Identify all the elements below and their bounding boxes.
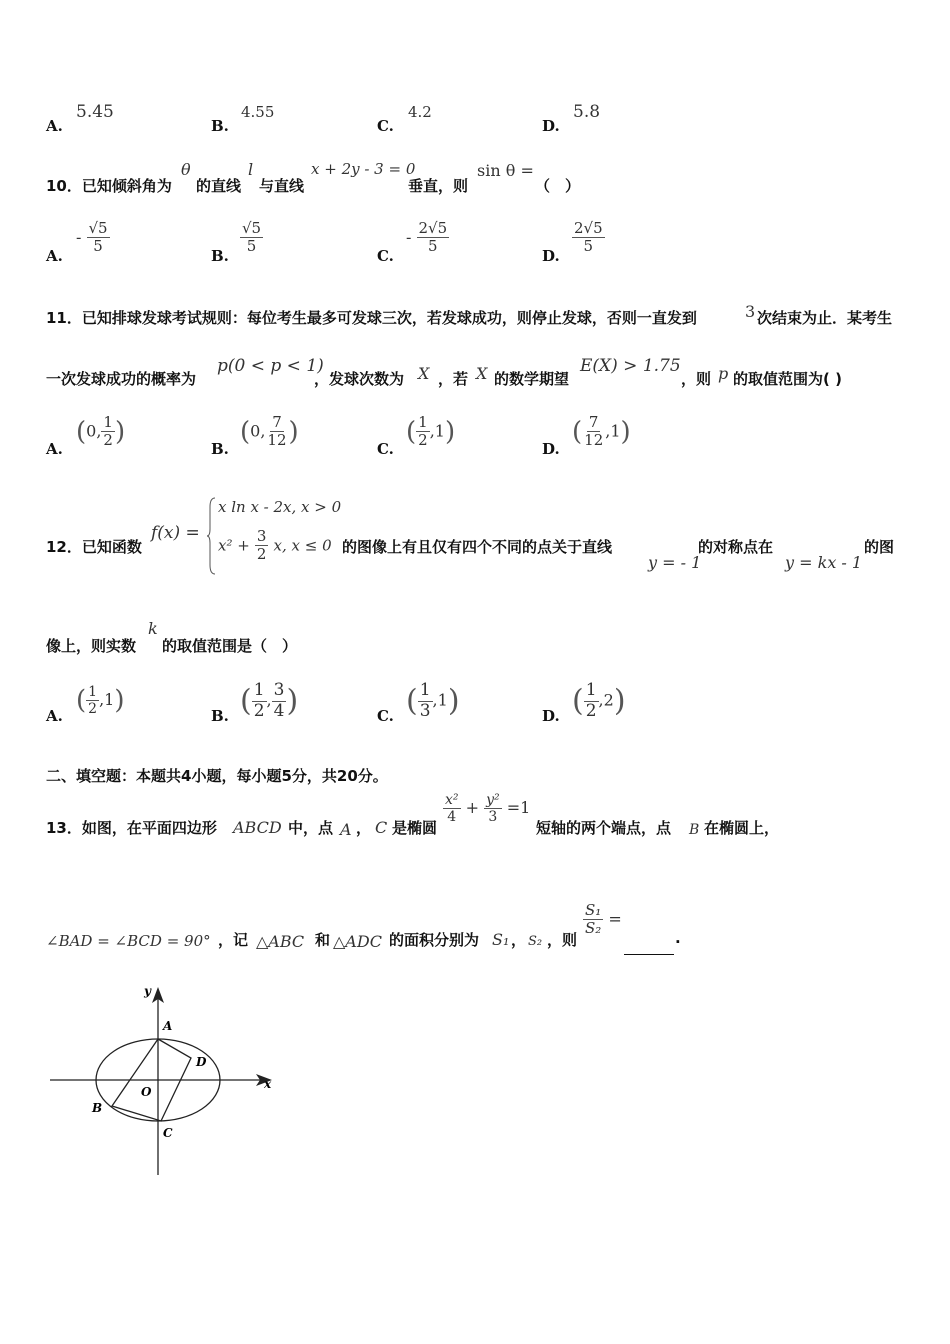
q10-sin-theta: sin θ = <box>477 161 534 180</box>
q10-line-equation: x + 2y - 3 = 0 <box>311 160 416 178</box>
q13-ratio: $\frac{\text{S₁}}{\text{S₂}}$ = <box>585 901 622 938</box>
q11-option-c-value: ( $\frac{1}{2}$ ,1) <box>406 413 456 450</box>
q10-theta: θ <box>181 160 191 179</box>
q12-option-b-label: B. <box>211 707 229 725</box>
q12-line-y-minus-1: y = - 1 <box>648 553 702 572</box>
section-fill-in-heading: 二、填空题：本题共4小题，每小题5分，共20分。 <box>46 767 388 785</box>
q10-option-b-label: B. <box>211 247 229 265</box>
q12-option-c-label: C. <box>377 707 394 725</box>
q11-expectation: E(X) > 1.75 <box>580 356 681 376</box>
q12-option-a-label: A. <box>46 707 63 725</box>
label-b: B <box>92 1101 103 1115</box>
q11-number: 11． <box>46 309 82 327</box>
label-y: y <box>144 984 151 998</box>
q12-case-1: x ln x - 2x, x > 0 <box>218 498 342 516</box>
q9-option-a-value: 5.45 <box>76 102 114 122</box>
label-a: A <box>163 1019 173 1033</box>
q13-stem-line1: 13．如图，在平面四边形 <box>46 819 217 837</box>
q10-option-a-value: - $\frac{√5}{5}$ <box>76 219 108 256</box>
q11-option-c-label: C. <box>377 440 394 458</box>
q12-stem-line1: 12．已知函数 <box>46 538 142 556</box>
q10-number: 10． <box>46 177 82 195</box>
q9-option-b-value: 4.55 <box>241 103 275 121</box>
q10-option-c-value: - $\frac{2√5}{5}$ <box>406 219 448 256</box>
q11-option-a-value: (0, $\frac{1}{2}$ ) <box>76 413 126 450</box>
q11-probability-range: p(0 < p < 1) <box>217 356 324 376</box>
q12-option-d-value: ( $\frac{1}{2}$ ,2) <box>572 680 626 721</box>
q13-angle-condition: ∠BAD = ∠BCD = 90° <box>46 932 211 950</box>
q10-answer-paren: （ ） <box>535 177 581 195</box>
q13-ellipse-equation: $\frac{\text{x²}}{4}$ + $\frac{\text{y²}}{3}$ =1 <box>445 792 531 826</box>
q10-stem: 10．已知倾斜角为 <box>46 177 172 195</box>
q10-option-a-label: A. <box>46 247 63 265</box>
q13-figure <box>40 975 290 1185</box>
q11-option-a-label: A. <box>46 440 63 458</box>
q11-option-d-label: D. <box>542 440 560 458</box>
label-d: D <box>196 1055 207 1069</box>
q12-brace <box>206 497 216 575</box>
q10-option-d-label: D. <box>542 247 560 265</box>
q9-option-a-label: A. <box>46 117 63 135</box>
q10-line-l: l <box>248 160 254 179</box>
q12-line-y-kx-1: y = kx - 1 <box>785 553 863 572</box>
q9-option-c-label: C. <box>377 117 394 135</box>
q10-option-d-value: $\frac{2√5}{5}$ <box>574 219 603 256</box>
q10-option-c-label: C. <box>377 247 394 265</box>
q12-option-c-value: ( $\frac{1}{3}$ ,1) <box>406 680 460 721</box>
q12-option-d-label: D. <box>542 707 560 725</box>
q9-option-d-value: 5.8 <box>573 102 601 122</box>
q10-option-b-value: $\frac{√5}{5}$ <box>242 219 262 256</box>
q12-option-b-value: ( $\frac{1}{2}$ , $\frac{3}{4}$ ) <box>240 680 299 721</box>
q11-stem-line1: 11．已知排球发球考试规则：每位考生最多可发球三次，若发球成功，则停止发球，否则一直发到 <box>46 309 697 327</box>
q12-case-2: x² + $\frac{3}{2}$ x, x ≤ 0 <box>218 527 332 564</box>
q13-answer-blank[interactable] <box>624 940 674 959</box>
q9-option-c-value: 4.2 <box>408 103 432 121</box>
q9-option-d-label: D. <box>542 117 560 135</box>
q12-number: 12． <box>46 538 82 556</box>
q11-option-d-value: ( $\frac{7}{12}$ ,1) <box>572 413 631 450</box>
label-o: O <box>141 1085 152 1099</box>
q11-option-b-label: B. <box>211 440 229 458</box>
q11-option-b-value: (0, $\frac{7}{12}$ ) <box>240 413 299 450</box>
label-c: C <box>163 1126 173 1140</box>
q13-number: 13． <box>46 819 82 837</box>
label-x: x <box>264 1077 272 1091</box>
q12-option-a-value: ( $\frac{1}{2}$ ,1) <box>76 684 125 718</box>
q9-option-b-label: B. <box>211 117 229 135</box>
q12-function-name: f(x) = <box>151 523 200 543</box>
